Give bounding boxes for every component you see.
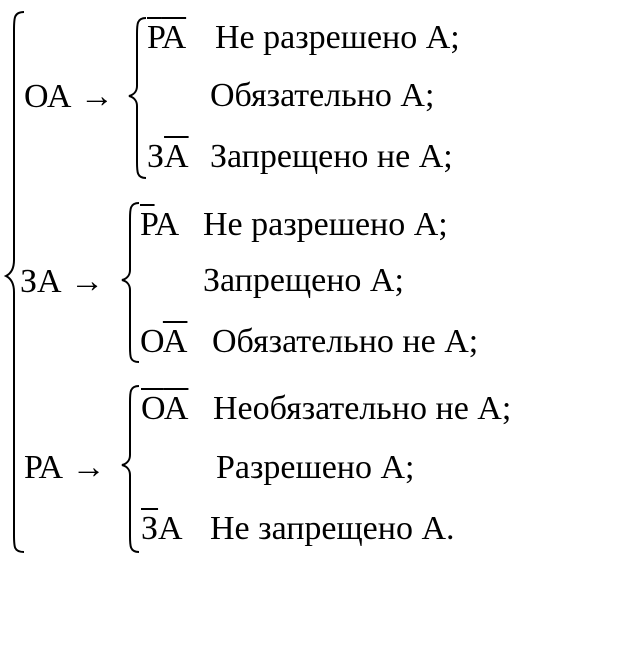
group-3-line-3-sym-a: З — [141, 510, 159, 547]
group-2-line-3-sym-a: О — [140, 323, 163, 360]
group-1-label — [24, 77, 114, 117]
group-3-line-3-sym-b: А — [158, 510, 183, 547]
group-3-line-1-sym-a: О — [141, 390, 164, 427]
group-1-line-1-sym-b: А — [161, 19, 187, 56]
group-2-line-3-text: Обязательно не А; — [212, 323, 479, 360]
group-3-line-3-symbol — [141, 509, 183, 549]
inner-brace-1-icon — [129, 18, 146, 178]
group-1-line-3-symbol — [147, 137, 189, 177]
group-2-line-2-text: Запрещено А; — [203, 262, 404, 299]
group-1-line-2-text: Обязательно А; — [210, 77, 435, 114]
group-3-line-3-text: Не запрещено А. — [210, 510, 455, 547]
inner-brace-2-icon — [122, 203, 139, 362]
arrow-3: → — [71, 449, 106, 486]
group-3-line-1-text: Необязательно не А; — [213, 390, 512, 427]
arrow-1: → — [79, 78, 114, 115]
group-2-name: ЗА — [20, 263, 62, 300]
group-2-line-1-symbol — [140, 205, 179, 245]
group-2-label — [20, 262, 104, 302]
group-3-name: РА — [24, 449, 64, 486]
group-3-line-2-text: Разрешено А; — [216, 449, 415, 486]
inner-brace-3-icon — [122, 386, 139, 552]
group-2-line-1-sym-a: Р — [140, 206, 155, 243]
group-2-line-3-symbol — [140, 322, 187, 362]
group-1-line-3-text: Запрещено не А; — [210, 138, 453, 175]
group-3-line-1-sym-b: А — [163, 390, 189, 427]
arrow-2: → — [70, 263, 105, 300]
group-2-line-3-sym-b: А — [162, 323, 188, 360]
group-1-line-1-symbol — [147, 18, 186, 58]
group-1-line-1-sym-a: Р — [147, 19, 162, 56]
group-1-name: ОА — [24, 78, 72, 115]
group-1-line-3-sym-b: А — [164, 138, 189, 175]
group-2-line-1-text: Не разрешено А; — [203, 206, 448, 243]
group-1-line-3-sym-a: З — [147, 138, 165, 175]
group-2-line-1-sym-b: А — [154, 206, 180, 243]
group-1-line-1-text: Не разрешено А; — [215, 19, 460, 56]
group-3-line-1-symbol — [141, 389, 188, 429]
group-3-label — [24, 448, 106, 488]
